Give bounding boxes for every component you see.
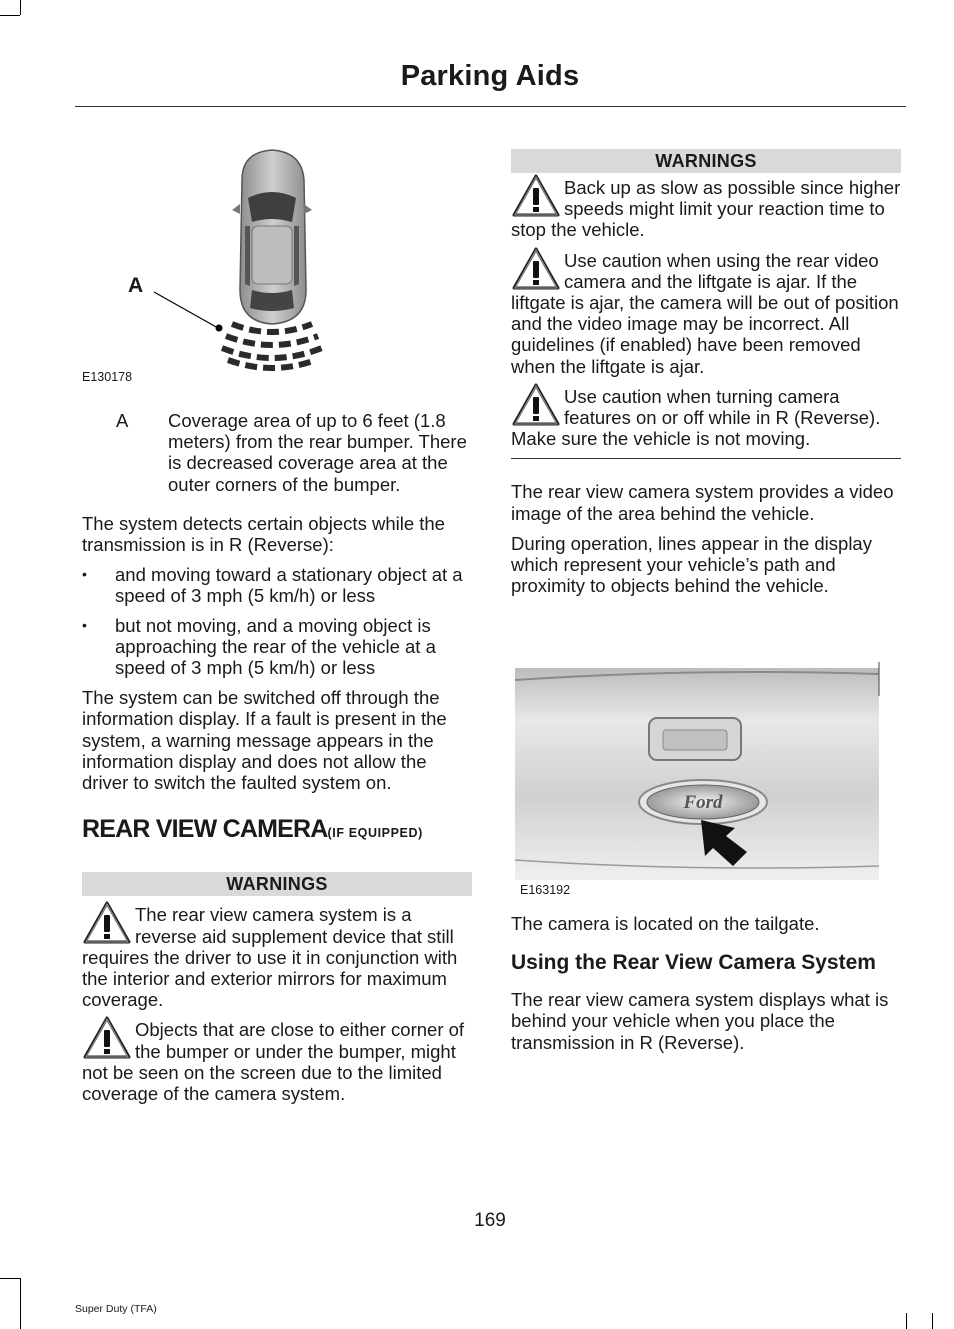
legend-row (82, 410, 472, 495)
left-column (82, 410, 472, 1113)
warning-item (511, 177, 901, 241)
bullet-list (82, 564, 472, 678)
page-number: 169 (474, 1210, 506, 1231)
car-top-view-illustration (82, 140, 472, 390)
paragraph: During operation, lines appear in the display which represent your vehicle’s path and proximity to objects behind the vehicle. (511, 532, 872, 597)
warning-triangle-icon (511, 382, 561, 428)
paragraph: The system detects certain objects while the transmission is in R (Reverse): (82, 512, 445, 556)
legend-text: Coverage area of up to 6 feet (1.8 meters) from the rear bumper. There is decreased coverage area at the outer corners of the bumper. (168, 410, 467, 495)
page-title: Parking Aids (400, 60, 580, 92)
section-suffix: (IF EQUIPPED) (327, 826, 423, 841)
tailgate-illustration (513, 660, 883, 885)
warning-text: Use caution when turning camera features on or off while in R (Reverse). Make sure the vehicle is not moving. (511, 385, 881, 450)
crop-mark (906, 1313, 907, 1329)
ford-badge-logo: Ford (683, 792, 723, 813)
paragraph: The system can be switched off through the information display. If a fault is present in the system, a warning message appears in the information display and does not allow the driver to switch the faulted system on. (82, 687, 447, 794)
crop-mark (0, 1278, 20, 1279)
right-column (511, 149, 901, 605)
right-column-lower (511, 913, 901, 1062)
warnings-end-rule (511, 458, 901, 459)
figure-id: E163192 (520, 883, 571, 897)
warning-item (82, 1019, 472, 1104)
figure-tailgate-camera (513, 660, 883, 900)
bullet-item: • but not moving, and a moving object is approaching the rear of the vehicle at a speed of 3 mph (5 km/h) or less (82, 615, 472, 679)
figure-rear-sensor-coverage (82, 140, 472, 390)
warning-text: Use caution when using the rear video camera and the liftgate is ajar. If the liftgate is ajar, the camera will be out of position and the video image may be incorrect. All guidelines (if enabled) have been removed when the liftgate is ajar. (511, 249, 899, 377)
header-divider (75, 106, 906, 107)
warning-item (511, 250, 901, 377)
paragraph: The rear view camera system provides a video image of the area behind the vehicle. (511, 481, 894, 524)
callout-label-a: A (128, 274, 144, 297)
warning-text: The rear view camera system is a reverse aid supplement device that still requires the driver to use it in conjunction with the interior and exterior mirrors for maximum coverage. (82, 904, 458, 1011)
warnings-header: WARNINGS (82, 872, 472, 896)
warning-text: Back up as slow as possible since higher speeds might limit your reaction time to stop the vehicle. (511, 177, 901, 241)
crop-mark (932, 1313, 933, 1329)
crop-mark (20, 1278, 21, 1329)
warning-triangle-icon (511, 246, 561, 292)
warnings-header: WARNINGS (511, 149, 901, 173)
bullet-item: • and moving toward a stationary object at a speed of 3 mph (5 km/h) or less (82, 564, 472, 606)
warning-item (511, 386, 901, 450)
subheading: Using the Rear View Camera System (511, 951, 876, 975)
section-title: REAR VIEW CAMERA (82, 815, 328, 844)
crop-mark (20, 0, 21, 15)
warning-triangle-icon (82, 900, 132, 946)
figure-id: E130178 (82, 370, 133, 384)
warning-item (82, 904, 472, 1010)
warning-text: Objects that are close to either corner of the bumper or under the bumper, might not be seen on the screen due to the limited coverage of the camera system. (82, 1019, 465, 1105)
paragraph: The rear view camera system displays what is behind your vehicle when you place the transmission in R (Reverse). (511, 989, 889, 1053)
warning-triangle-icon (511, 173, 561, 219)
warning-triangle-icon (82, 1015, 132, 1061)
paragraph: The camera is located on the tailgate. (511, 913, 820, 934)
legend-key: A (116, 410, 129, 431)
crop-mark (0, 15, 20, 16)
section-heading (82, 815, 472, 844)
document-name: Super Duty (TFA) (75, 1303, 157, 1315)
